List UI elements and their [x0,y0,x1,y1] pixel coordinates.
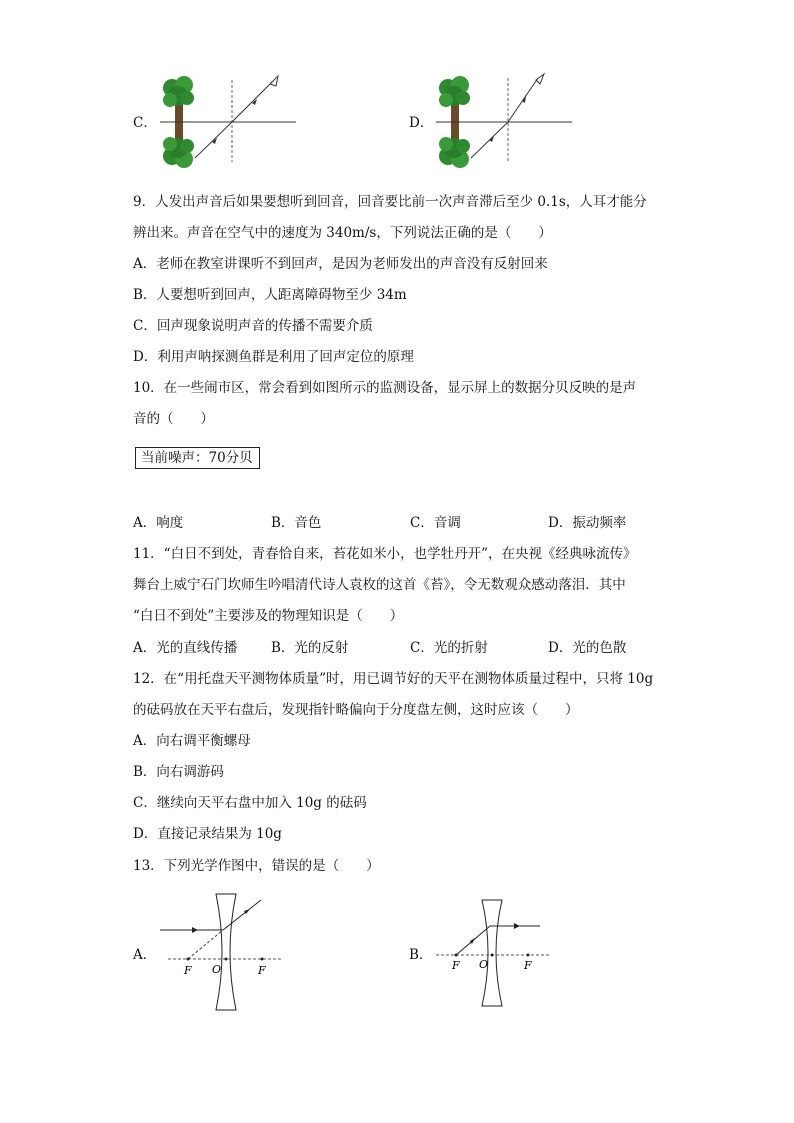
concave-lens-icon [482,900,502,1006]
q13-option-b-label: B． [409,947,433,963]
q11-option-b: B．光的反射 [271,640,349,656]
q8-option-d-figure [436,70,576,175]
q12-option-a: A．向右调平衡螺母 [133,733,251,749]
q11-option-d: D．光的色散 [548,640,627,656]
q9-stem-line2: 辨出来。声音在空气中的速度为 340m/s，下列说法正确的是（ ） [133,225,552,241]
q8-option-c-figure [160,70,300,175]
q10-option-d: D．振动频率 [548,515,627,531]
q11-option-c: C．光的折射 [410,640,488,656]
eye-icon [536,74,544,84]
center-label: O [212,963,222,976]
concave-lens-icon [216,894,236,1010]
q10-option-b: B．音色 [271,515,322,531]
q11-stem-line3: “白日不到处”主要涉及的物理知识是（ ） [133,608,404,624]
q9-option-d: D．利用声呐探测鱼群是利用了回声定位的原理 [133,349,414,365]
q9-option-b: B．人要想听到回声，人距离障碍物至少 34m [133,287,407,303]
q12-option-c: C．继续向天平右盘中加入 10g 的砝码 [133,795,367,811]
eye-icon [270,76,278,86]
q10-stem-line2: 音的（ ） [133,411,214,427]
q9-stem-line1: 9．人发出声音后如果要想听到回音，回音要比前一次声音滞后至少 0.1s，人耳才能分 [133,194,647,210]
q8-option-c-label: C． [133,115,157,131]
q12-option-b: B．向右调游码 [133,764,224,780]
q10-stem-line1: 10．在一些闹市区，常会看到如图所示的监测设备，显示屏上的数据分贝反映的是声 [133,380,637,396]
q12-option-d: D．直接记录结果为 10g [133,826,282,842]
q9-option-a: A．老师在教室讲课听不到回声，是因为老师发出的声音没有反射回来 [133,256,548,272]
q11-stem-line2: 舞台上威宁石门坎师生吟唱清代诗人袁枚的这首《苔》，令无数观众感动落泪．其中 [133,577,626,593]
focus-label-right: F [524,959,532,972]
q10-option-a: A．响度 [133,515,184,531]
q8-option-d-label: D． [409,115,434,131]
q12-stem-line2: 的砝码放在天平右盘后，发现指针略偏向于分度盘左侧，这时应该（ ） [133,702,579,718]
noise-monitor-display: 当前噪声：70分贝 [135,447,260,469]
q13-option-b-figure [434,892,564,1014]
q12-stem-line1: 12．在“用托盘天平测物体质量”时，用已调节好的天平在测物体质量过程中，只将 10g [133,671,654,687]
q13-option-a-label: A． [133,947,157,963]
q13-stem: 13．下列光学作图中，错误的是（ ） [133,858,380,874]
q9-option-c: C．回声现象说明声音的传播不需要介质 [133,318,373,334]
q11-option-a: A．光的直线传播 [133,640,238,656]
q10-option-c: C．音调 [410,515,461,531]
center-label: O [479,958,489,971]
focus-label-left: F [184,964,192,977]
q13-option-a-figure [158,892,288,1014]
focus-label-left: F [452,959,460,972]
focus-label-right: F [258,964,266,977]
q11-stem-line1: 11．“白日不到处，青春恰自来，苔花如米小，也学牡丹开”，在央视《经典咏流传》 [133,546,637,562]
